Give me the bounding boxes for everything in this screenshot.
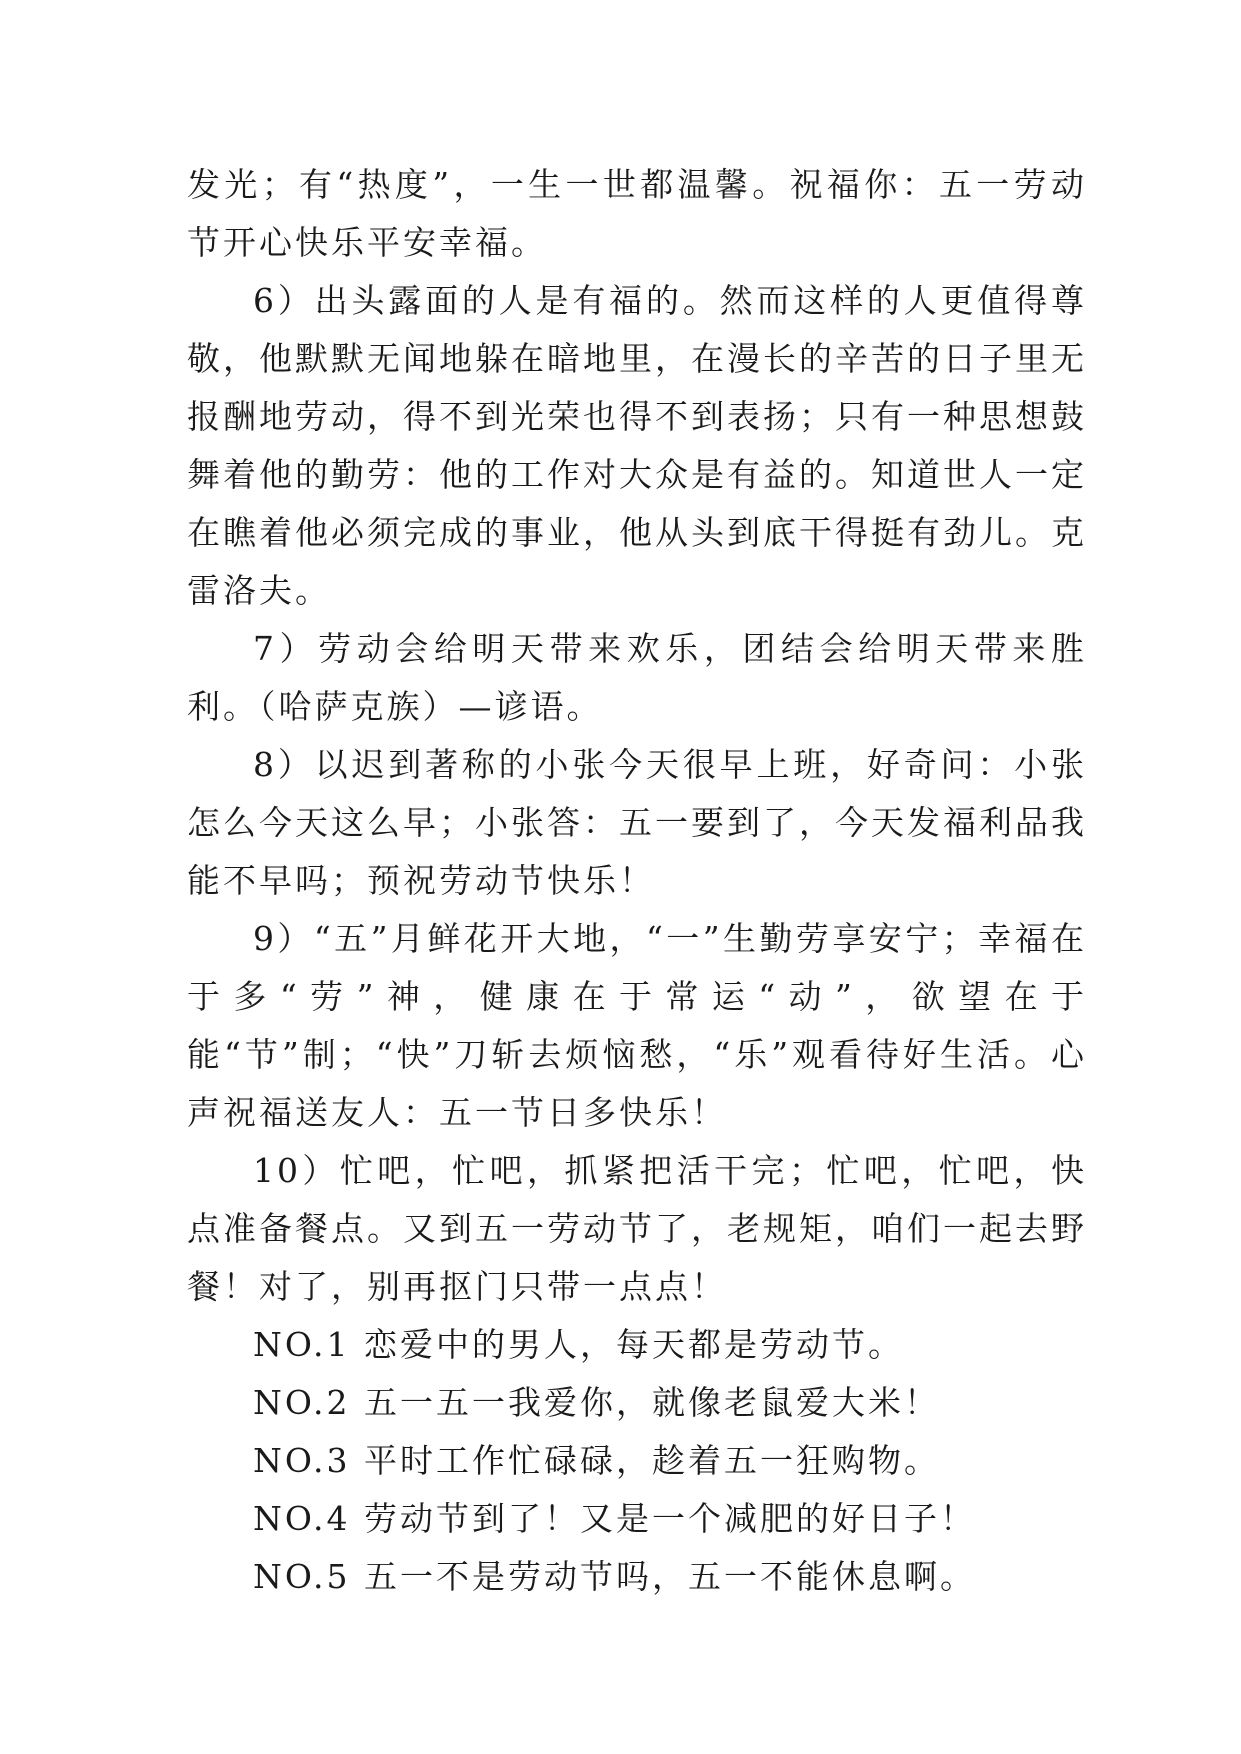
list-item-no3: NO.3 平时工作忙碌碌，趁着五一狂购物。 bbox=[253, 1441, 940, 1480]
list-item-no5: NO.5 五一不是劳动节吗，五一不能休息啊。 bbox=[253, 1557, 976, 1596]
paragraph-8: 8）以迟到著称的小张今天很早上班，好奇问：小张怎么今天这么早；小张答：五一要到了，今天发福利品我能不早吗；预祝劳动节快乐！ bbox=[187, 745, 1087, 900]
list-item-no4: NO.4 劳动节到了！又是一个减肥的好日子！ bbox=[253, 1499, 976, 1538]
paragraph-7: 7）劳动会给明天带来欢乐，团结会给明天带来胜利。（哈萨克族）—谚语。 bbox=[187, 629, 1087, 726]
list-item-no2: NO.2 五一五一我爱你，就像老鼠爱大米！ bbox=[253, 1383, 940, 1422]
paragraph-6: 6）出头露面的人是有福的。然而这样的人更值得尊敬，他默默无闻地躲在暗地里，在漫长的辛苦的日子里无报酬地劳动，得不到光荣也得不到表扬；只有一种思想鼓舞着他的勤劳：他的工作对大众是有益的。知道世人一定在瞧着他必须完成的事业，他从头到底干得挺有劲儿。克雷洛夫。 bbox=[187, 281, 1087, 610]
list-item-no1: NO.1 恋爱中的男人，每天都是劳动节。 bbox=[253, 1325, 904, 1364]
document-body bbox=[187, 156, 1087, 1606]
paragraph-10: 10）忙吧，忙吧，抓紧把活干完；忙吧，忙吧，快点准备餐点。又到五一劳动节了，老规矩，咱们一起去野餐！对了，别再抠门只带一点点！ bbox=[187, 1151, 1087, 1306]
paragraph-continued: 发光；有“热度”，一生一世都温馨。祝福你：五一劳动节开心快乐平安幸福。 bbox=[187, 165, 1087, 262]
paragraph-9: 9）“五”月鲜花开大地，“一”生勤劳享安宁；幸福在于多“劳”神，健康在于常运“动”，欲望在于能“节”制；“快”刀斩去烦恼愁，“乐”观看待好生活。心声祝福送友人：五一节日多快乐！ bbox=[187, 919, 1087, 1132]
